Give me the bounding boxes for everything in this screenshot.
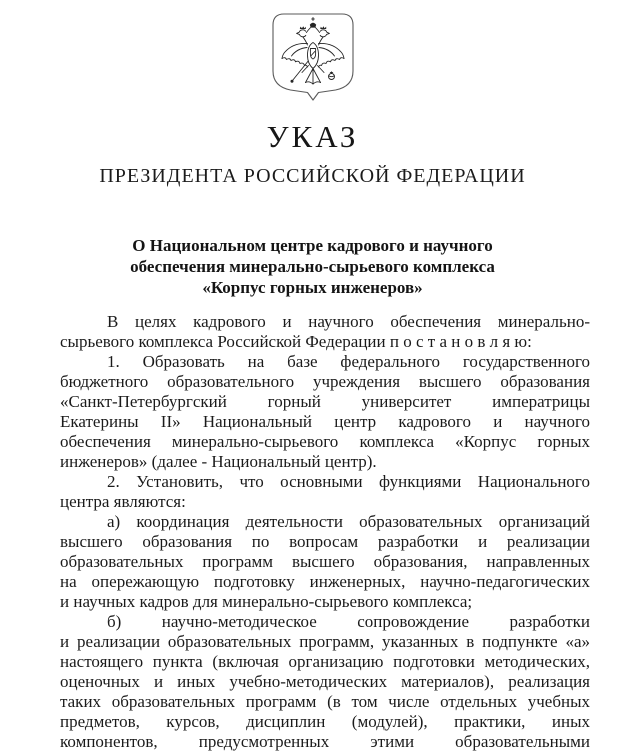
heading-line: обеспечения минерально-сырьевого комплекса bbox=[130, 257, 495, 276]
text-line: и реализации образовательных программ, указанных в подпункте «а» bbox=[60, 632, 590, 651]
text-line: «Санкт-Петербургский горный университет императрицы bbox=[60, 392, 590, 411]
text-line: инженеров» (далее - Национальный центр). bbox=[60, 452, 377, 471]
text-line: на опережающую подготовку инженерных, научно-педагогических bbox=[60, 572, 590, 591]
text-line: сырьевого комплекса Российской Федерации п о с т а н о в л я ю: bbox=[60, 332, 532, 351]
text-line: высшего образования по вопросам разработки и реализации bbox=[60, 532, 590, 551]
text-line: образовательных программ высшего образования, направленных bbox=[60, 552, 590, 571]
text-line: и научных кадров для минерально-сырьевого комплекса; bbox=[60, 592, 473, 611]
text-line: 2. Установить, что основными функциями Национального bbox=[107, 472, 590, 491]
decree-title: УКАЗ bbox=[266, 119, 359, 154]
coat-of-arms-of-russia bbox=[271, 12, 355, 104]
decree-body-text bbox=[0, 312, 625, 752]
text-line: предметов, курсов, дисциплин (модулей), практики, иных bbox=[60, 712, 590, 731]
paragraph bbox=[60, 312, 590, 352]
text-line: компонентов, предусмотренных этими образовательными bbox=[60, 732, 590, 751]
paragraph bbox=[60, 472, 590, 512]
double-headed-eagle-icon bbox=[282, 18, 344, 85]
decree-subject-heading bbox=[0, 235, 625, 298]
text-line: оценочных и иных учебно-методических материалов), реализация bbox=[60, 672, 590, 691]
text-line: бюджетного образовательного учреждения высшего образования bbox=[60, 372, 590, 391]
text-line: а) координация деятельности образовательных организаций bbox=[107, 512, 590, 531]
paragraph bbox=[60, 512, 590, 612]
text-line: Екатерины II» Национальный центр кадрового и научного bbox=[60, 412, 590, 431]
text-line: обеспечения минерально-сырьевого комплекса «Корпус горных bbox=[60, 432, 590, 451]
text-line: центра являются: bbox=[60, 492, 186, 511]
paragraph bbox=[60, 352, 590, 472]
heading-line: «Корпус горных инженеров» bbox=[202, 278, 423, 297]
paragraph bbox=[60, 612, 590, 752]
decree-subtitle: ПРЕЗИДЕНТА РОССИЙСКОЙ ФЕДЕРАЦИИ bbox=[99, 165, 526, 187]
text-line: настоящего пункта (включая организацию подготовки методических, bbox=[60, 652, 590, 671]
text-line: 1. Образовать на базе федерального государственного bbox=[107, 352, 590, 371]
text-line: б) научно-методическое сопровождение разработки bbox=[107, 612, 590, 631]
text-line: таких образовательных программ (в том числе отдельных учебных bbox=[60, 692, 590, 711]
heading-line: О Национальном центре кадрового и научного bbox=[132, 236, 493, 255]
text-line: В целях кадрового и научного обеспечения минерально- bbox=[107, 312, 590, 331]
